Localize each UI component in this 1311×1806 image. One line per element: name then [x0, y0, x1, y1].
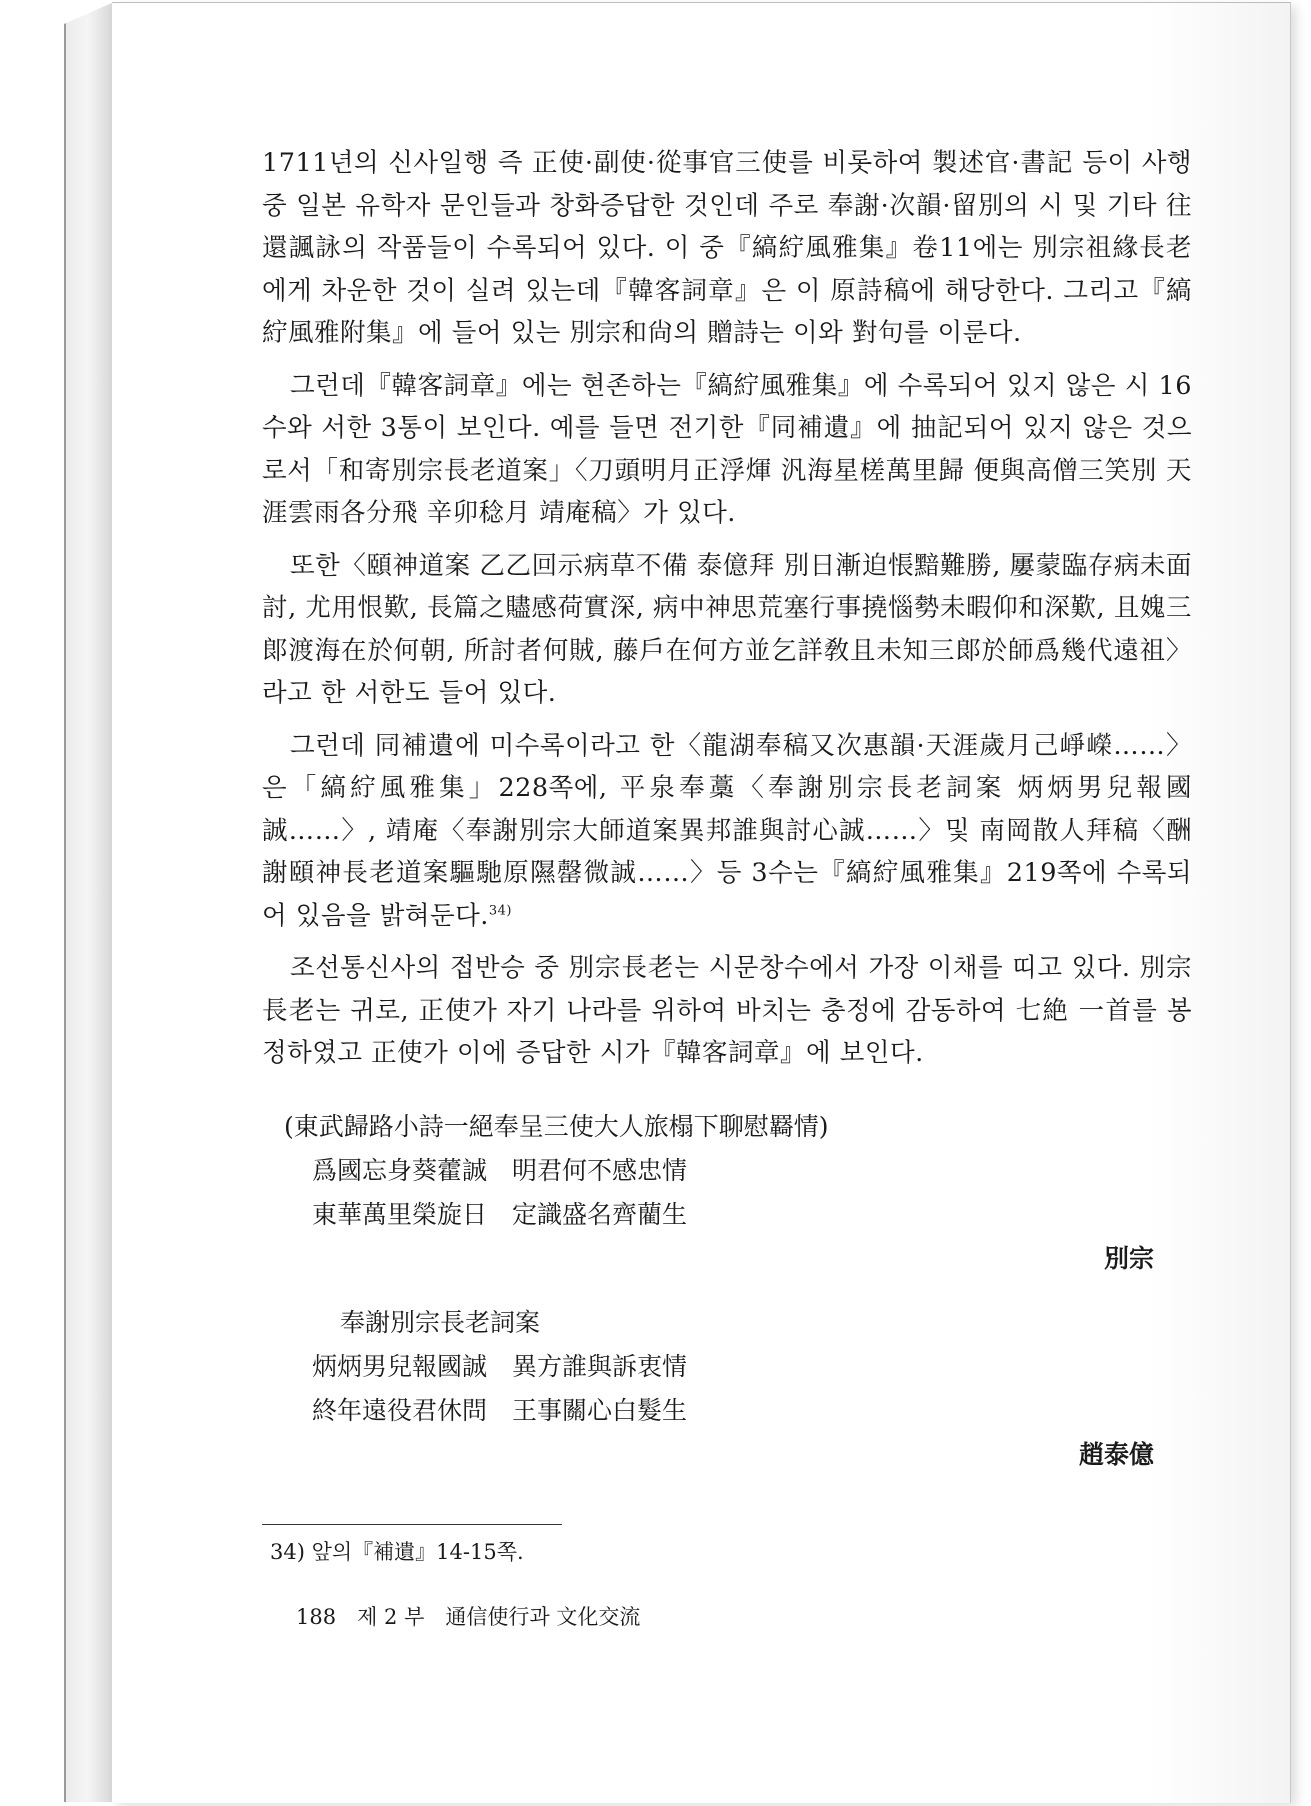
poem-1-title: (東武歸路小詩一絕奉呈三使大人旅榻下聊慰羇情) [284, 1111, 829, 1141]
paragraph-5: 조선통신사의 접반승 중 別宗長老는 시문창수에서 가장 이채를 띠고 있다. 別宗長老는 귀로, 正使가 자기 나라를 위하여 바치는 충정에 감동하여 七絶 一首를 봉정하였고 正使가 이에 증답한 시가『韓客詞章』에 보인다. [262, 953, 1192, 1068]
book-spine [64, 2, 114, 1802]
paragraph-1: 1711년의 신사일행 즉 正使·副使·從事官三使를 비롯하여 製述官·書記 등이 사행중 일본 유학자 문인들과 창화증답한 것인데 주로 奉謝·次韻·留別의 시 및 기타 往還諷詠의 작품들이 수록되어 있다. 이 중『縞紵風雅集』卷11에는 別宗祖緣長老에게 차운한 것이 실려 있는데『韓客詞章』은 이 原詩稿에 해당한다. 그리고『縞紵風雅附集』에 들어 있는 別宗和尙의 贈詩는 이와 對句를 이룬다. [262, 148, 1192, 348]
poem-exchange [262, 1105, 1192, 1477]
paragraph-4-text: 그런데 同補遺에 미수록이라고 한〈龍湖奉稿又次惠韻·天涯歲月己崢嶸……〉은「縞紵風雅集」228쪽에, 平泉奉藁〈奉謝別宗長老詞案 炳炳男兒報國誠……〉, 靖庵〈奉謝別宗大師道案異邦誰與討心誠……〉및 南岡散人拜稿〈酬謝頤神長老道案驅馳原隰罄微誠……〉등 3수는『縞紵風雅集』219쪽에 수록되어 있음을 밝혀둔다. [262, 730, 1192, 931]
paragraph-2: 그런데『韓客詞章』에는 현존하는『縞紵風雅集』에 수록되어 있지 않은 시 16수와 서한 3통이 보인다. 예를 들면 전기한『同補遺』에 抽記되어 있지 않은 것으로서「和寄別宗長老道案」〈刀頭明月正浮煇 汎海星槎萬里歸 便與高僧三笑別 天涯雲雨各分飛 辛卯稔月 靖庵稿〉가 있다. [262, 370, 1192, 528]
poem-1-author: 別宗 [1103, 1243, 1154, 1273]
poem-2-author: 趙泰億 [1078, 1439, 1154, 1469]
poem-1-line: 東華萬里榮旋日 定識盛名齊藺生 [312, 1199, 688, 1229]
paragraph-4 [262, 725, 1192, 938]
page-body [262, 142, 1192, 1477]
footnote-divider [262, 1524, 562, 1525]
paragraph-3: 또한〈頤神道案 乙乙回示病草不備 泰億拜 別日漸迫悵黯難勝, 屢蒙臨存病未面討, 尤用恨歎, 長篇之贐感荷實深, 病中神思荒塞行事撓惱勢未暇仰和深歎, 且媿三郞渡海在於何朝, 所討者何賊, 藤戶在何方並乞詳敎且未知三郞於師爲幾代遠祖〉라고 한 서한도 들어 있다. [262, 550, 1192, 708]
poem-1-line: 爲國忘身葵藿誠 明君何不感忠情 [312, 1155, 688, 1185]
page-footer: 188 제 2 부 通信使行과 文化交流 [296, 1605, 641, 1629]
footnote-marker: 34) [488, 903, 513, 918]
poem-2-line: 炳炳男兒報國誠 異方誰與訴衷情 [312, 1351, 688, 1381]
footnote: 34) 앞의『補遺』14-15쪽. [270, 1540, 524, 1564]
poem-2-line: 終年遠役君休問 王事關心白髮生 [312, 1395, 688, 1425]
poem-2-title: 奉謝別宗長老詞案 [340, 1307, 541, 1337]
